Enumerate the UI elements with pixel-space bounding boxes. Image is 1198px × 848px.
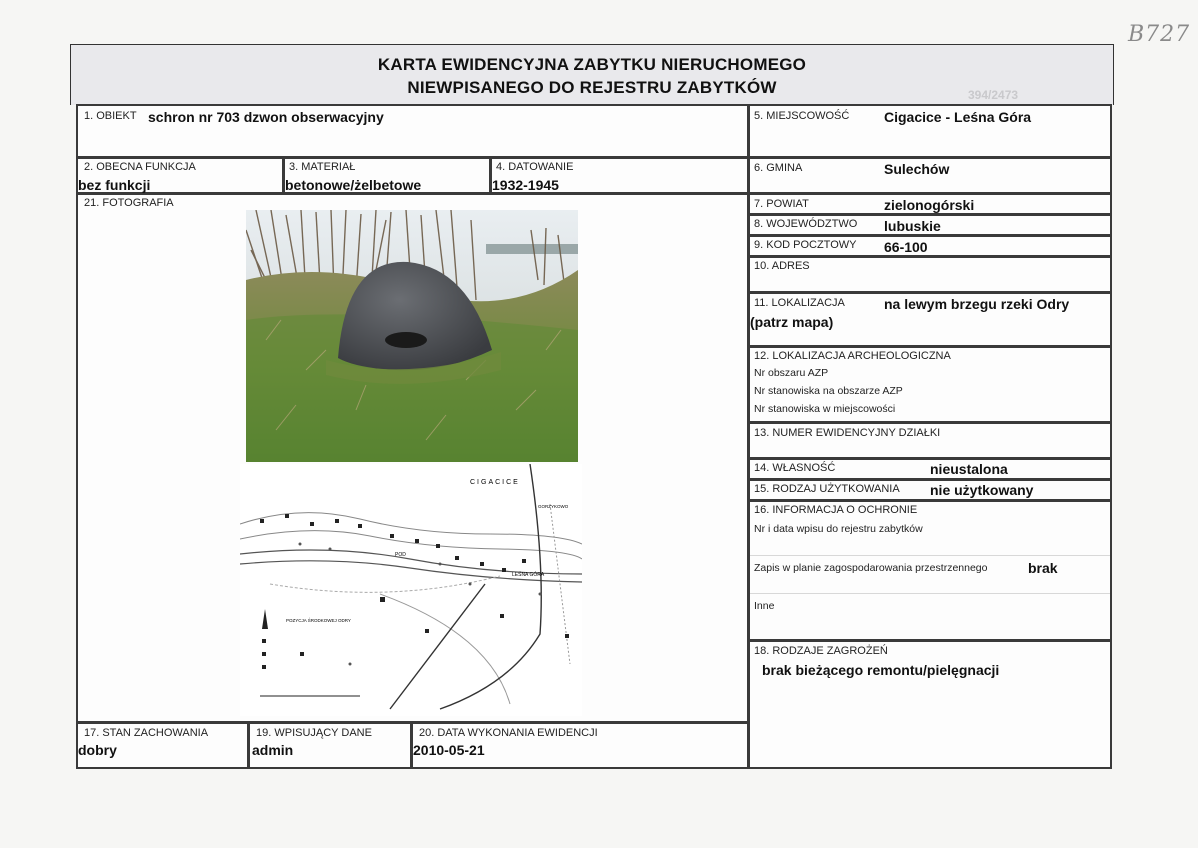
field-kod-pocztowy	[748, 235, 1112, 257]
field-value: na lewym brzegu rzeki Odry	[884, 296, 1070, 312]
field-value-2: (patrz mapa)	[750, 314, 834, 330]
card-header	[70, 44, 1114, 105]
field-label: 15. RODZAJ UŻYTKOWANIA	[754, 483, 900, 495]
field-value: admin	[252, 742, 294, 758]
card-title-line1: KARTA EWIDENCYJNA ZABYTKU NIERUCHOMEGO	[377, 55, 807, 74]
zoning-plan-value: brak	[1028, 560, 1058, 576]
field-label: 21. FOTOGRAFIA	[84, 197, 174, 209]
field-datowanie	[490, 157, 749, 194]
field-label: 2. OBECNA FUNKCJA	[84, 161, 196, 173]
field-wojewodztwo	[748, 214, 1112, 236]
field-obecna-funkcja	[76, 157, 284, 194]
village-site-line: Nr stanowiska w miejscowości	[754, 403, 896, 415]
field-value: Sulechów	[884, 161, 950, 177]
field-value: betonowe/żelbetowe	[285, 177, 422, 193]
field-label: 6. GMINA	[754, 162, 803, 174]
location-map	[240, 464, 582, 716]
field-label: 12. LOKALIZACJA ARCHEOLOGICZNA	[754, 350, 951, 362]
location-map-image	[240, 464, 582, 716]
other-protection-line: Inne	[754, 600, 775, 612]
field-label: 4. DATOWANIE	[496, 161, 574, 173]
handwritten-note: B727	[1128, 22, 1191, 47]
field-wpisujacy	[248, 722, 412, 769]
field-label: 17. STAN ZACHOWANIA	[84, 727, 209, 739]
field-numer-dzialki	[748, 422, 1112, 459]
field-rodzaj-uzytkowania	[748, 479, 1112, 501]
map-label: CIGACICE	[470, 479, 520, 486]
field-label: 20. DATA WYKONANIA EWIDENCJI	[419, 727, 598, 739]
field-value: 66-100	[884, 239, 928, 255]
field-value: dobry	[78, 742, 117, 758]
map-label: GORZYKOWO	[538, 504, 569, 509]
field-value: bez funkcji	[78, 177, 151, 193]
field-ochrona	[748, 500, 1112, 641]
map-label: POD	[395, 552, 406, 558]
field-value: lubuskie	[884, 218, 941, 234]
field-label: 11. LOKALIZACJA	[754, 297, 845, 309]
bunker-photo	[246, 210, 578, 462]
field-value: nie użytkowany	[930, 482, 1034, 498]
field-label: 5. MIEJSCOWOŚĆ	[754, 110, 850, 122]
azp-site-line: Nr stanowiska na obszarze AZP	[754, 385, 903, 397]
field-value: 2010-05-21	[413, 742, 485, 758]
field-value: schron nr 703 dzwon obserwacyjny	[148, 109, 384, 125]
field-label: 7. POWIAT	[754, 198, 809, 210]
field-lokalizacja-archeologiczna	[748, 346, 1112, 423]
register-entry-line: Nr i data wpisu do rejestru zabytków	[754, 523, 923, 535]
field-obiekt	[76, 104, 749, 158]
field-label: 19. WPISUJĄCY DANE	[256, 727, 372, 739]
field-miejscowosc	[748, 104, 1112, 158]
field-label: 3. MATERIAŁ	[289, 161, 356, 173]
field-value: nieustalona	[930, 461, 1008, 477]
field-wlasnosc	[748, 458, 1112, 480]
field-lokalizacja	[748, 292, 1112, 347]
field-label: 16. INFORMACJA O OCHRONIE	[754, 504, 918, 516]
azp-area-line: Nr obszaru AZP	[754, 367, 829, 379]
field-stan-zachowania	[76, 722, 249, 769]
zoning-plan-label: Zapis w planie zagospodarowania przestrzennego	[754, 562, 988, 574]
map-label: POZYCJA ŚRODKOWEJ ODRY	[286, 618, 351, 623]
field-label: 8. WOJEWÓDZTWO	[754, 218, 858, 230]
field-label: 18. RODZAJE ZAGROŻEŃ	[754, 645, 888, 657]
card-title-line2: NIEWPISANEGO DO REJESTRU ZABYTKÓW	[407, 78, 777, 97]
bunker-photo-image	[246, 210, 578, 462]
field-value: zielonogórski	[884, 197, 975, 213]
field-value: brak bieżącego remontu/pielęgnacji	[762, 662, 1000, 678]
field-value: 1932-1945	[492, 177, 559, 193]
field-zagrozenia	[748, 640, 1112, 769]
field-label: 10. ADRES	[754, 260, 810, 272]
field-gmina	[748, 157, 1112, 194]
map-label: LEŚNA GÓRA	[512, 572, 545, 578]
field-value: Cigacice - Leśna Góra	[884, 109, 1032, 125]
field-data-wykonania	[411, 722, 749, 769]
field-label: 13. NUMER EWIDENCYJNY DZIAŁKI	[754, 427, 941, 439]
field-label: 9. KOD POCZTOWY	[754, 239, 857, 251]
ghost-number: 394/2473	[968, 88, 1019, 102]
field-label: 14. WŁASNOŚĆ	[754, 462, 836, 474]
field-powiat	[748, 193, 1112, 215]
field-material	[283, 157, 491, 194]
field-adres	[748, 256, 1112, 293]
field-label: 1. OBIEKT	[84, 110, 137, 122]
